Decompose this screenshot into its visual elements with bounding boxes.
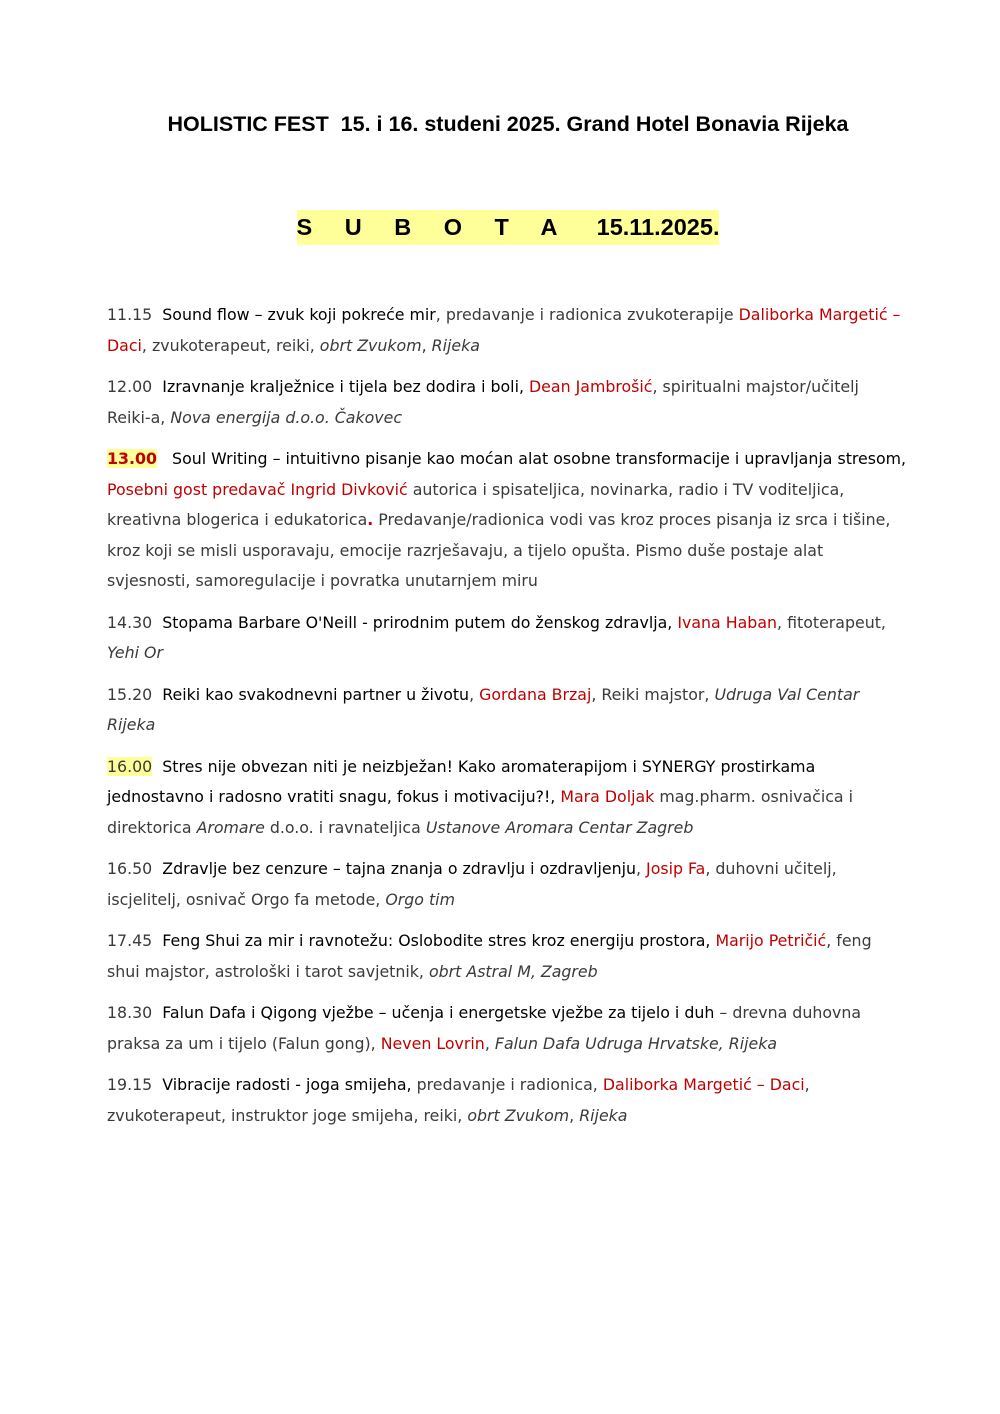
entry-text: , fitoterapeut, <box>777 612 886 632</box>
entry-time: 14.30 <box>107 612 153 632</box>
entry-title: Stopama Barbare O'Neill - prirodnim putem do ženskog zdravlja, <box>162 612 673 632</box>
entry-text: , zvukoterapeut, instruktor joge smijeha, reiki, <box>107 1075 810 1125</box>
entry-text: , <box>636 859 647 878</box>
entry-organization: obrt Astral M, Zagreb <box>428 961 598 981</box>
day-name: S U B O T A <box>296 214 571 240</box>
entry-speaker: Marijo Petričić <box>715 931 827 950</box>
entry-city: Rijeka <box>431 335 480 355</box>
entry-text: d.o.o. i ravnateljica <box>264 817 426 837</box>
entry-time: 19.15 <box>107 1075 153 1094</box>
entry-time: 18.30 <box>107 1003 153 1022</box>
entry-title: Zdravlje bez cenzure – tajna znanja o zdravlju i ozdravljenju <box>162 859 636 878</box>
entry-title: Soul Writing – intuitivno pisanje kao moćan alat osobne transformacije i upravljanja stresom, <box>172 449 907 468</box>
entry-time: 11.15 <box>107 305 153 324</box>
entry-time: 16.00 <box>107 756 153 776</box>
entry-dot: . <box>367 510 374 529</box>
day-heading <box>0 210 1000 245</box>
entry-title: Reiki kao svakodnevni partner u životu <box>162 684 470 704</box>
entry-organization: Aromare <box>196 817 265 837</box>
entry-organization: Falun Dafa Udruga Hrvatske, Rijeka <box>494 1033 778 1053</box>
program-entry-1430 <box>107 608 907 669</box>
entry-text: , <box>421 335 432 355</box>
entry-organization: obrt Zvukom <box>319 335 422 355</box>
entry-speaker: Posebni gost predavač Ingrid Divković <box>107 479 408 499</box>
program-entry-1830 <box>107 998 907 1059</box>
entry-organization: Yehi Or <box>107 643 163 662</box>
entry-time: 12.00 <box>107 377 153 396</box>
entry-title: Vibracije radosti - joga smijeha, <box>162 1075 412 1094</box>
entry-text: , predavanje i radionica zvukoterapije <box>435 305 739 324</box>
entry-text: , <box>469 684 480 704</box>
entry-text: autorica i spisateljica, novinarka, radio i TV voditeljica, kreativna blogerica i edukatorica <box>107 479 845 529</box>
entry-speaker: Mara Doljak <box>560 787 655 806</box>
program-entry-1200 <box>107 372 907 433</box>
program-entry-1600 <box>107 752 907 844</box>
program-list <box>107 300 907 1142</box>
entry-speaker: Josip Fa <box>646 859 706 878</box>
entry-time: 17.45 <box>107 931 153 950</box>
program-entry-1300 <box>107 444 907 597</box>
program-entry-1115 <box>107 300 907 361</box>
entry-speaker: Gordana Brzaj <box>479 684 592 704</box>
program-entry-1915 <box>107 1070 907 1131</box>
entry-speaker: Daliborka Margetić – Daci <box>107 305 901 355</box>
entry-speaker: Daliborka Margetić – Daci <box>602 1075 805 1094</box>
entry-title: Stres nije obvezan niti je neizbježan! Kako aromaterapijom i SYNERGY prostirkama jednostavno i radosno vratiti snagu, fokus i motivaciju?!, <box>107 756 816 806</box>
entry-text: , <box>569 1105 580 1125</box>
program-entry-1520 <box>107 680 907 741</box>
entry-organization: obrt Zvukom <box>467 1105 570 1125</box>
entry-text: mag.pharm. osnivačica i direktorica <box>107 787 853 837</box>
entry-organization: Udruga Val Centar Rijeka <box>107 684 860 734</box>
entry-time: 13.00 <box>107 449 157 468</box>
entry-organization: Nova energija d.o.o. Čakovec <box>170 407 403 427</box>
entry-organization: Orgo tim <box>385 889 455 909</box>
entry-text: , Reiki majstor, <box>591 684 715 704</box>
entry-city: Rijeka <box>579 1105 628 1125</box>
entry-text: , feng shui majstor, astrološki i tarot savjetnik, <box>107 931 872 981</box>
entry-title: Sound flow – zvuk koji pokreće mir <box>162 305 436 324</box>
entry-speaker: Dean Jambrošić <box>529 377 653 396</box>
entry-time: 16.50 <box>107 859 153 878</box>
program-entry-1745 <box>107 926 907 987</box>
entry-text: predavanje i radionica, <box>411 1075 603 1094</box>
entry-text: , zvukoterapeut, reiki, <box>141 335 320 355</box>
entry-text: , spiritualni majstor/učitelj Reiki-a, <box>107 377 859 427</box>
entry-text: , <box>484 1033 495 1053</box>
entry-text: , duhovni učitelj, iscjelitelj, osnivač Orgo fa metode, <box>107 859 837 909</box>
entry-time: 15.20 <box>107 684 153 704</box>
entry-text: – drevna duhovna praksa za um i tijelo (Falun gong), <box>107 1003 862 1053</box>
entry-speaker: Ivana Haban <box>677 612 778 632</box>
entry-speaker: Neven Lovrin <box>380 1033 485 1053</box>
program-entry-1650 <box>107 854 907 915</box>
entry-description: Predavanje/radionica vodi vas kroz proces pisanja iz srca i tišine, kroz koji se misli usporavaju, emocije razrješavaju, a tijelo opušta. Pismo duše postaje alat svjesnosti, samoregulacije i povratka unutarnjem miru <box>107 510 891 590</box>
entry-title: Feng Shui za mir i ravnotežu: Oslobodite stres kroz energiju prostora, <box>162 931 711 950</box>
day-highlight <box>297 210 720 245</box>
page-title: HOLISTIC FEST 15. i 16. studeni 2025. Grand Hotel Bonavia Rijeka <box>167 112 849 136</box>
entry-title: Izravnanje kralježnice i tijela bez dodira i boli, <box>162 377 524 396</box>
day-date: 15.11.2025. <box>596 214 720 240</box>
entry-organization: Ustanove Aromara Centar Zagreb <box>425 817 694 837</box>
entry-title: Falun Dafa i Qigong vježbe – učenja i energetske vježbe za tijelo i duh <box>162 1003 715 1022</box>
